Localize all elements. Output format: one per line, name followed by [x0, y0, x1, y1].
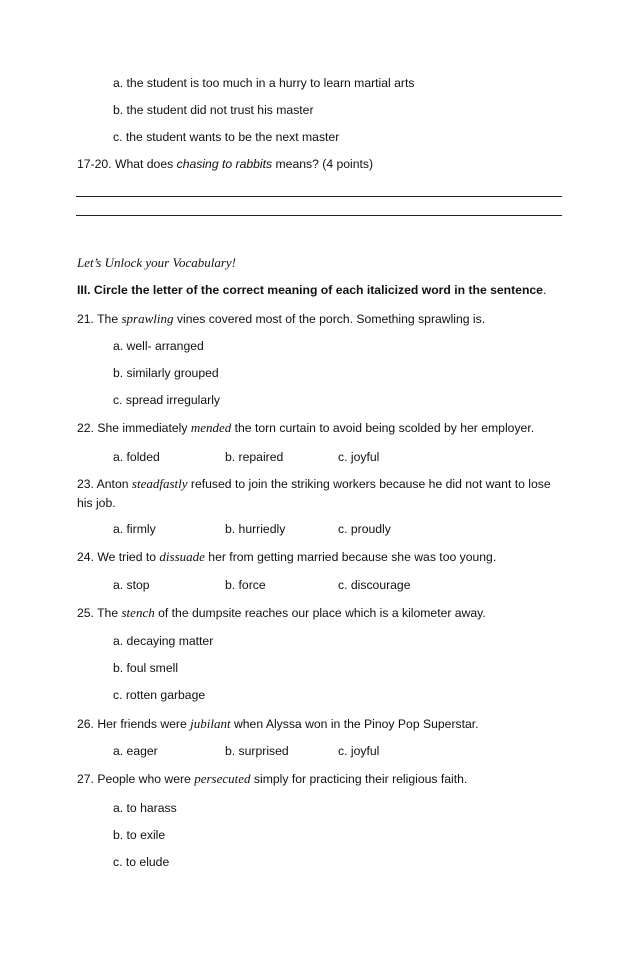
choice-a: a. stop [113, 578, 150, 592]
question-17-20 [77, 157, 373, 171]
choice-c: c. joyful [338, 744, 380, 758]
choice-a: a. folded [113, 450, 160, 464]
question-text: 23. Anton [77, 477, 132, 491]
instruction-period: . [542, 283, 547, 297]
question-27 [77, 771, 467, 787]
choice-b: b. repaired [225, 450, 284, 464]
italic-word: steadfastly [131, 476, 188, 491]
choice-c: c. spread irregularly [113, 393, 221, 407]
choice-c: c. to elude [113, 855, 170, 869]
choice-c: c. rotten garbage [113, 688, 206, 702]
question-22 [77, 420, 534, 436]
question-text: 21. The [77, 312, 122, 326]
choice-c: c. the student wants to be the next master [113, 130, 340, 144]
choice-c: c. discourage [338, 578, 411, 592]
choice-a: a. eager [113, 744, 158, 758]
italic-word: stench [121, 605, 155, 620]
italic-phrase: chasing to rabbits [176, 157, 273, 171]
question-text: vines covered most of the porch. Something sprawling is. [173, 312, 486, 326]
answer-line [76, 215, 562, 216]
choice-a: a. decaying matter [113, 634, 214, 648]
question-text: 25. The [77, 606, 122, 620]
choice-a: a. well- arranged [113, 339, 204, 353]
choice-b: b. to exile [113, 828, 166, 842]
choice-a: a. firmly [113, 522, 156, 536]
question-23 [77, 474, 563, 513]
italic-word: persecuted [194, 771, 251, 786]
choice-b: b. foul smell [113, 661, 179, 675]
question-21 [77, 311, 485, 327]
instruction-text: III. Circle the letter of the correct meaning of each italicized word in the sentence [77, 283, 543, 297]
question-text: 17-20. What does [77, 157, 177, 171]
choice-a: a. to harass [113, 801, 177, 815]
choice-b: b. the student did not trust his master [113, 103, 314, 117]
italic-word: dissuade [159, 549, 205, 564]
question-text: 26. Her friends were [77, 717, 191, 731]
question-text: means? (4 points) [272, 157, 374, 171]
section-instruction [77, 283, 546, 297]
choice-c: c. joyful [338, 450, 380, 464]
question-text: when Alyssa won in the Pinoy Pop Superstar. [230, 717, 479, 731]
question-text: 24. We tried to [77, 550, 160, 564]
choice-c: c. proudly [338, 522, 391, 536]
vocabulary-section-title: Let’s Unlock your Vocabulary! [77, 255, 236, 270]
question-text: 22. She immediately [77, 421, 191, 435]
question-text: her from getting married because she was too young. [204, 550, 497, 564]
question-text: refused to join the striking workers because he did not want to lose his job. [77, 477, 551, 510]
question-25 [77, 605, 486, 621]
question-text: of the dumpsite reaches our place which is a kilometer away. [154, 606, 486, 620]
question-26 [77, 716, 479, 732]
question-text: 27. People who were [77, 772, 195, 786]
question-24 [77, 549, 496, 565]
choice-b: b. hurriedly [225, 522, 286, 536]
answer-line [76, 196, 562, 197]
italic-word: sprawling [121, 311, 174, 326]
italic-word: mended [190, 420, 232, 435]
choice-b: b. surprised [225, 744, 289, 758]
choice-a: a. the student is too much in a hurry to learn martial arts [113, 76, 415, 90]
choice-b: b. similarly grouped [113, 366, 219, 380]
italic-word: jubilant [190, 716, 231, 731]
choice-b: b. force [225, 578, 266, 592]
question-text: simply for practicing their religious faith. [250, 772, 468, 786]
question-text: the torn curtain to avoid being scolded by her employer. [231, 421, 535, 435]
